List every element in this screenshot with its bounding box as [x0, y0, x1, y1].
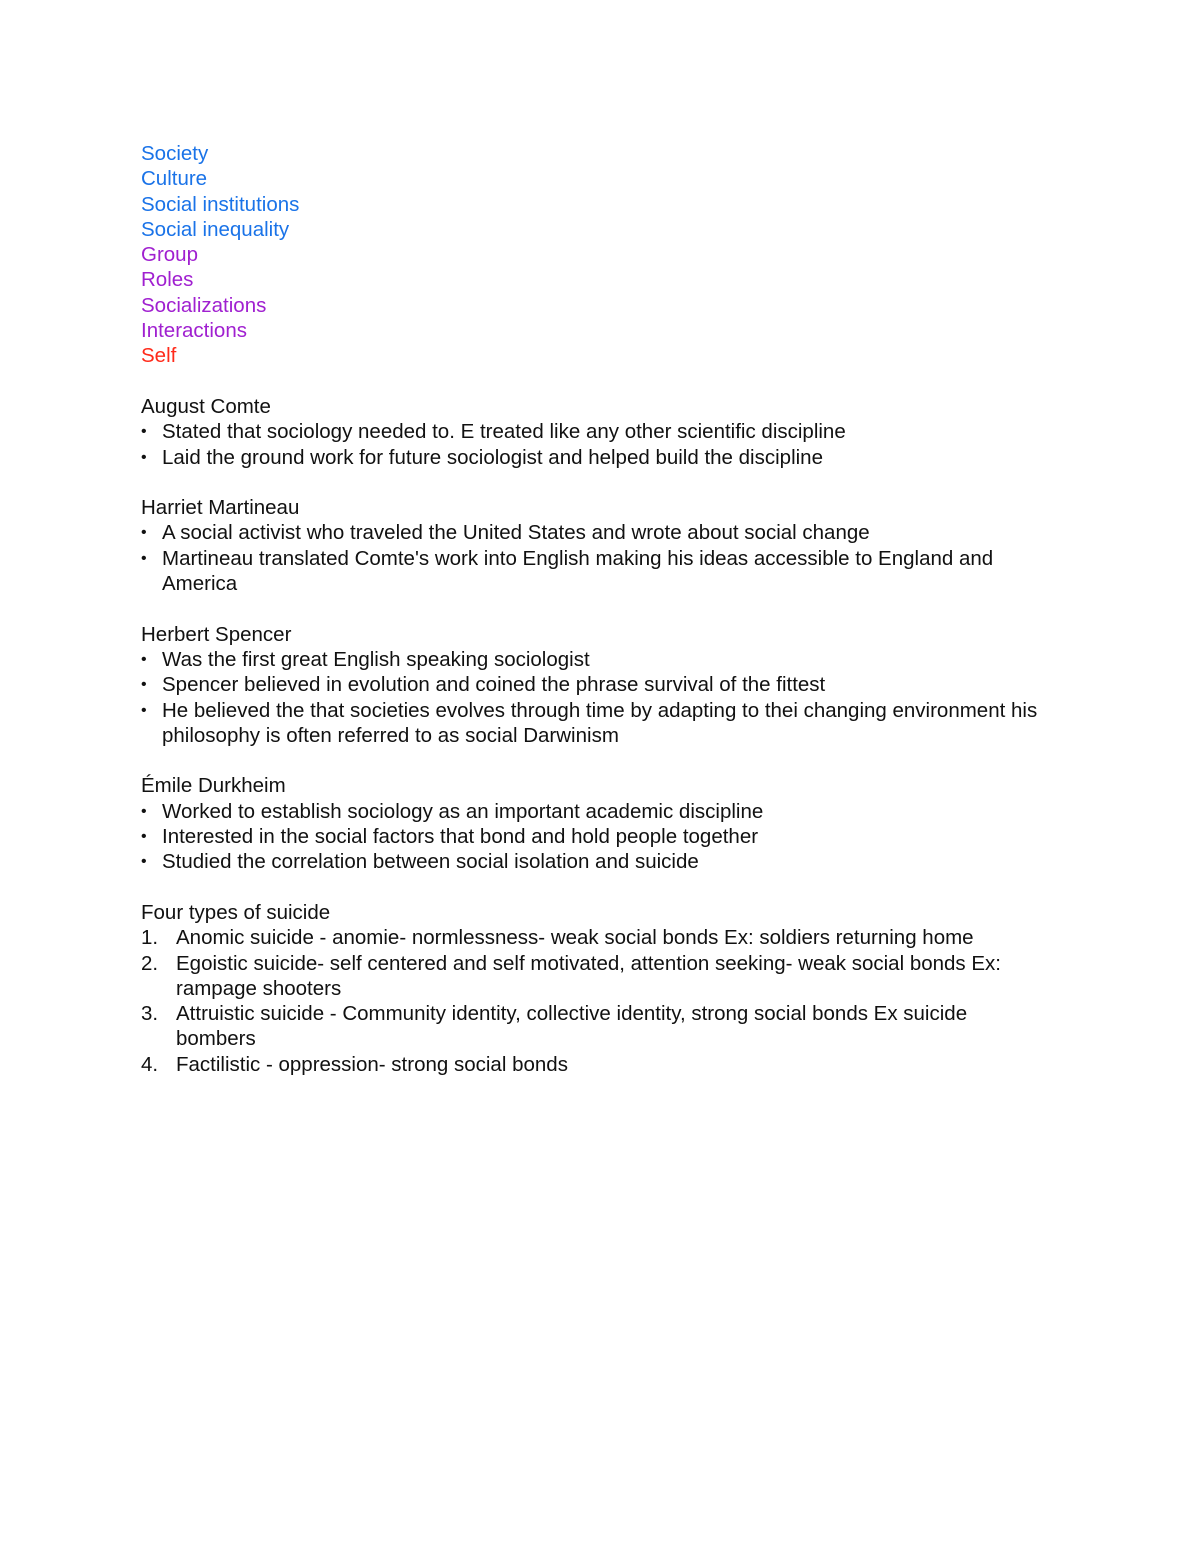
bullet-icon: • — [141, 650, 147, 668]
list-item-text: Worked to establish sociology as an important academic discipline — [162, 799, 764, 823]
bullet-list — [141, 647, 1051, 748]
section-heading: August Comte — [141, 394, 271, 418]
term-social-institutions: Social institutions — [141, 192, 300, 216]
spencer-section — [141, 622, 1051, 748]
bullet-icon: • — [141, 802, 147, 820]
list-item-text: Egoistic suicide- self centered and self motivated, attention seeking- weak social bonds Ex: rampage shooters — [176, 951, 1001, 1000]
bullet-icon: • — [141, 448, 147, 466]
bullet-icon: • — [141, 423, 147, 441]
bullet-list — [141, 799, 1051, 875]
list-number: 4. — [141, 1052, 159, 1076]
term-self: Self — [141, 344, 177, 368]
list-item-text: Attruistic suicide - Community identity, collective identity, strong social bonds Ex suicide bombers — [176, 1002, 968, 1051]
list-number: 3. — [141, 1002, 159, 1026]
martineau-section — [141, 495, 1051, 596]
bullet-icon: • — [141, 828, 147, 846]
list-item — [141, 419, 1051, 444]
bullet-icon: • — [141, 701, 147, 719]
list-item — [141, 849, 1051, 874]
suicide-types-section — [141, 900, 1051, 1077]
list-item-text: Interested in the social factors that bond and hold people together — [162, 825, 759, 849]
list-item-text: Martineau translated Comte's work into English making his ideas accessible to England and America — [162, 546, 994, 596]
list-item-text: Stated that sociology needed to. E treated like any other scientific discipline — [162, 420, 846, 444]
list-item — [141, 824, 1051, 849]
list-item — [141, 647, 1051, 672]
bullet-list — [141, 419, 1051, 470]
list-number: 2. — [141, 951, 159, 975]
section-heading: Émile Durkheim — [141, 774, 286, 798]
numbered-list — [141, 925, 1051, 1077]
comte-section — [141, 394, 1051, 470]
list-item — [141, 672, 1051, 697]
section-heading: Herbert Spencer — [141, 622, 292, 646]
spacer — [141, 596, 1051, 621]
bullet-icon: • — [141, 549, 147, 567]
list-item-text: Studied the correlation between social isolation and suicide — [162, 850, 699, 874]
list-item-text: Laid the ground work for future sociologist and helped build the discipline — [162, 445, 823, 469]
list-item-text: He believed the that societies evolves through time by adapting to thei changing environment his philosophy is often referred to as social Darwinism — [162, 698, 1038, 747]
spacer — [141, 369, 1051, 394]
list-item — [141, 445, 1051, 470]
list-item-text: Factilistic - oppression- strong social bonds — [176, 1052, 568, 1076]
section-heading: Harriet Martineau — [141, 496, 300, 520]
terms-list — [141, 141, 1051, 369]
term-socializations: Socializations — [141, 293, 267, 317]
bullet-icon: • — [141, 676, 147, 694]
document-body — [141, 141, 1051, 1077]
term-interactions: Interactions — [141, 319, 247, 343]
spacer — [141, 470, 1051, 495]
term-roles: Roles — [141, 268, 194, 292]
bullet-icon: • — [141, 853, 147, 871]
durkheim-section — [141, 773, 1051, 874]
list-item — [141, 698, 1051, 749]
bullet-icon: • — [141, 524, 147, 542]
list-item-text: A social activist who traveled the United States and wrote about social change — [162, 521, 870, 545]
spacer — [141, 875, 1051, 900]
list-item — [141, 799, 1051, 824]
list-item-text: Spencer believed in evolution and coined the phrase survival of the fittest — [162, 673, 826, 697]
term-group: Group — [141, 243, 198, 267]
term-social-inequality: Social inequality — [141, 217, 290, 241]
bullet-list — [141, 520, 1051, 596]
term-culture: Culture — [141, 167, 208, 191]
list-item — [141, 546, 1051, 597]
list-item-text: Was the first great English speaking sociologist — [162, 647, 590, 671]
section-heading: Four types of suicide — [141, 900, 331, 924]
list-item — [141, 1052, 1051, 1077]
list-item — [141, 925, 1051, 950]
list-item-text: Anomic suicide - anomie- normlessness- weak social bonds Ex: soldiers returning home — [176, 926, 974, 950]
list-item — [141, 520, 1051, 545]
list-number: 1. — [141, 926, 159, 950]
term-society: Society — [141, 142, 209, 165]
list-item — [141, 1001, 1051, 1052]
list-item — [141, 951, 1051, 1002]
spacer — [141, 748, 1051, 773]
